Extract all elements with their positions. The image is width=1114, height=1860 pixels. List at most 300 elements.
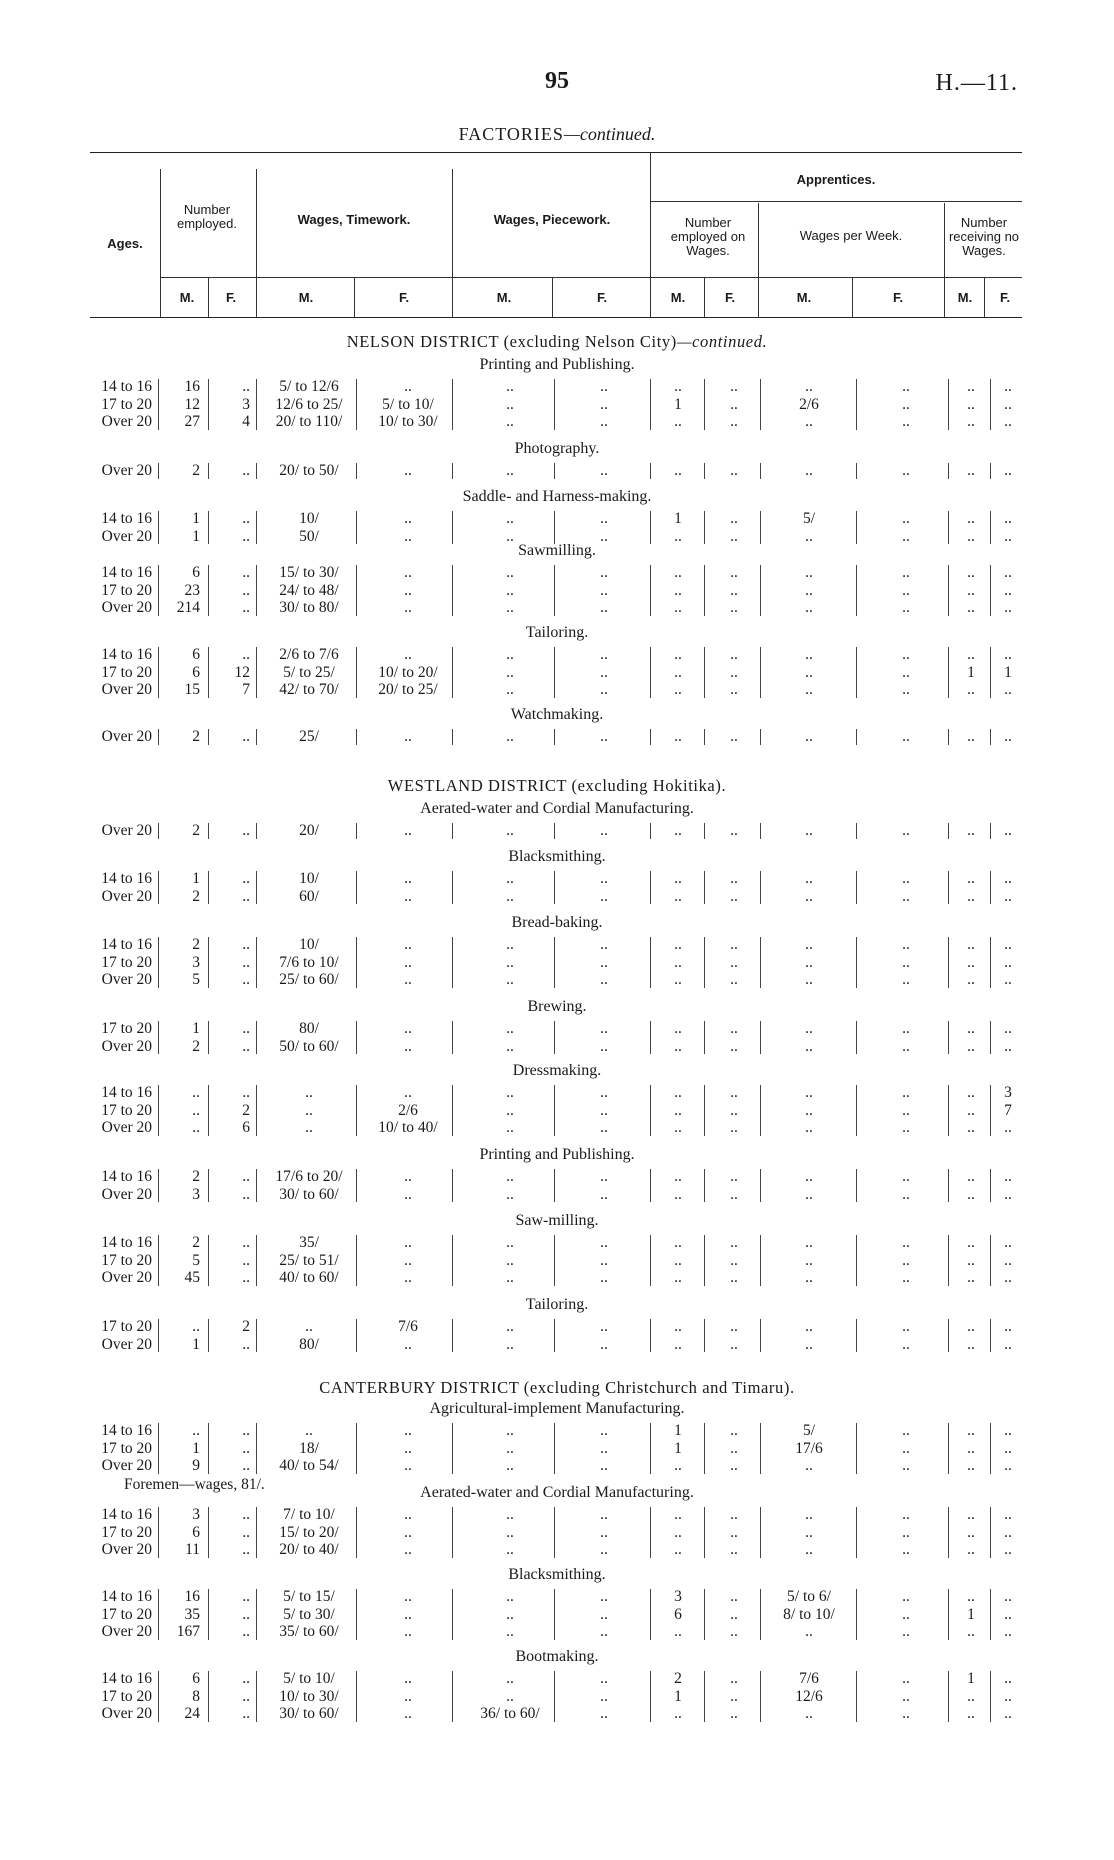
cell-piece-m: .. bbox=[506, 1687, 514, 1705]
column-rule bbox=[554, 1021, 555, 1054]
cell-app-num-m: .. bbox=[674, 663, 682, 681]
cell-app-wage-m: .. bbox=[805, 1251, 813, 1269]
cell-app-wage-f: .. bbox=[902, 1523, 910, 1541]
cell-app-nowage-f: 7 bbox=[1004, 1101, 1012, 1119]
cell-app-wage-m: .. bbox=[805, 1084, 813, 1101]
cell-app-nowage-m: .. bbox=[967, 378, 975, 395]
cell-app-wage-f: .. bbox=[902, 822, 910, 839]
cell-piece-m: .. bbox=[506, 1588, 514, 1605]
cell-app-num-f: .. bbox=[730, 564, 738, 581]
column-rule bbox=[554, 1085, 555, 1136]
column-rule bbox=[760, 565, 761, 616]
header-rule bbox=[650, 201, 1022, 202]
cell-piece-f: .. bbox=[600, 936, 608, 953]
title-suffix: —continued. bbox=[563, 124, 656, 144]
column-rule bbox=[948, 463, 949, 479]
cell-app-num-m: .. bbox=[674, 1506, 682, 1523]
column-rule bbox=[158, 1671, 159, 1722]
column-rule bbox=[256, 1589, 257, 1640]
cell-app-num-m: .. bbox=[674, 728, 682, 745]
cell-num-f: .. bbox=[242, 1269, 250, 1286]
cell-app-num-m: .. bbox=[674, 1335, 682, 1353]
column-rule bbox=[856, 729, 857, 745]
cell-app-nowage-f: .. bbox=[1004, 1588, 1012, 1605]
cell-time-f: .. bbox=[404, 378, 412, 395]
column-rule bbox=[650, 1319, 651, 1352]
column-rule bbox=[990, 1021, 991, 1054]
cell-time-m: 24/ to 48/ bbox=[279, 581, 339, 599]
cell-app-nowage-m: .. bbox=[967, 1269, 975, 1286]
column-rule bbox=[856, 565, 857, 616]
cell-num-f: .. bbox=[242, 1020, 250, 1037]
column-rule bbox=[948, 1235, 949, 1286]
district-title bbox=[0, 1378, 1114, 1398]
cell-time-m: .. bbox=[305, 1119, 313, 1136]
column-rule bbox=[356, 1235, 357, 1286]
cell-app-nowage-m: .. bbox=[967, 510, 975, 527]
column-rule bbox=[256, 647, 257, 698]
industry-title: Bread-baking. bbox=[511, 914, 603, 931]
cell-app-nowage-f: .. bbox=[1004, 1623, 1012, 1640]
header-divider bbox=[208, 277, 209, 317]
column-rule bbox=[256, 1085, 257, 1136]
column-rule bbox=[356, 379, 357, 430]
column-rule bbox=[158, 823, 159, 839]
cell-app-wage-m: 5/ bbox=[802, 510, 816, 527]
cell-app-num-m: .. bbox=[674, 887, 682, 905]
column-rule bbox=[356, 565, 357, 616]
header-divider bbox=[552, 277, 553, 317]
cell-app-nowage-f: .. bbox=[1004, 1457, 1012, 1474]
cell-app-num-f: .. bbox=[730, 646, 738, 663]
cell-app-nowage-f: .. bbox=[1004, 564, 1012, 581]
header-divider bbox=[704, 277, 705, 317]
cell-time-m: 15/ to 20/ bbox=[279, 1523, 339, 1541]
industry-title: Sawmilling. bbox=[518, 542, 596, 559]
column-rule bbox=[650, 511, 651, 544]
column-rule bbox=[554, 871, 555, 904]
cell-age: 17 to 20 bbox=[101, 1523, 152, 1541]
cell-app-num-f: .. bbox=[730, 1506, 738, 1523]
column-rule bbox=[356, 1507, 357, 1558]
cell-app-nowage-f: .. bbox=[1004, 1506, 1012, 1523]
header-divider bbox=[160, 169, 161, 317]
column-rule bbox=[554, 1507, 555, 1558]
column-rule bbox=[856, 1169, 857, 1202]
column-rule bbox=[208, 1085, 209, 1136]
cell-app-nowage-m: .. bbox=[967, 1439, 975, 1457]
cell-app-nowage-f: .. bbox=[1004, 1523, 1012, 1541]
cell-piece-f: .. bbox=[600, 953, 608, 971]
column-rule bbox=[256, 823, 257, 839]
table-row bbox=[0, 582, 1114, 599]
cell-piece-f: .. bbox=[600, 870, 608, 887]
cell-num-f: .. bbox=[242, 936, 250, 953]
cell-time-f: .. bbox=[404, 510, 412, 527]
cell-num-f: .. bbox=[242, 1422, 250, 1439]
cell-app-wage-m: .. bbox=[805, 1457, 813, 1474]
cell-age: 14 to 16 bbox=[101, 1168, 152, 1185]
cell-time-m: .. bbox=[305, 1318, 313, 1335]
cell-num-f: .. bbox=[242, 1670, 250, 1687]
cell-age: Over 20 bbox=[101, 1119, 152, 1136]
cell-app-nowage-f: .. bbox=[1004, 1185, 1012, 1203]
column-rule bbox=[208, 1589, 209, 1640]
cell-piece-m: .. bbox=[506, 953, 514, 971]
cell-app-num-m: .. bbox=[674, 1251, 682, 1269]
cell-time-m: 2/6 to 7/6 bbox=[279, 646, 339, 663]
cell-age: 14 to 16 bbox=[101, 564, 152, 581]
hdr-piece-f: F. bbox=[596, 290, 608, 305]
cell-app-nowage-m: .. bbox=[967, 1541, 975, 1558]
cell-num-m: 45 bbox=[184, 1269, 200, 1286]
column-rule bbox=[452, 1319, 453, 1352]
cell-num-f: .. bbox=[242, 1168, 250, 1185]
column-rule bbox=[256, 1671, 257, 1722]
cell-app-num-f: .. bbox=[730, 1705, 738, 1722]
cell-app-num-f: .. bbox=[730, 378, 738, 395]
column-rule bbox=[856, 1021, 857, 1054]
cell-app-wage-f: .. bbox=[902, 646, 910, 663]
table-row bbox=[0, 1252, 1114, 1269]
column-rule bbox=[760, 823, 761, 839]
cell-app-wage-f: .. bbox=[902, 1670, 910, 1687]
cell-time-f: .. bbox=[404, 1541, 412, 1558]
cell-app-nowage-m: .. bbox=[967, 1588, 975, 1605]
column-rule bbox=[356, 511, 357, 544]
column-rule bbox=[948, 823, 949, 839]
column-rule bbox=[948, 565, 949, 616]
cell-age: Over 20 bbox=[101, 1541, 152, 1558]
cell-num-m: 27 bbox=[184, 413, 200, 430]
cell-app-num-m: .. bbox=[674, 462, 682, 479]
cell-app-nowage-m: .. bbox=[967, 395, 975, 413]
cell-piece-f: .. bbox=[600, 1523, 608, 1541]
column-rule bbox=[990, 1169, 991, 1202]
cell-app-nowage-f: .. bbox=[1004, 510, 1012, 527]
column-rule bbox=[356, 1169, 357, 1202]
cell-app-num-f: .. bbox=[730, 581, 738, 599]
column-rule bbox=[990, 565, 991, 616]
cell-age: 14 to 16 bbox=[101, 1506, 152, 1523]
table-row bbox=[0, 1318, 1114, 1335]
cell-app-wage-m: .. bbox=[805, 1623, 813, 1640]
cell-app-num-f: .. bbox=[730, 1185, 738, 1203]
table-row bbox=[0, 1541, 1114, 1558]
cell-piece-m: .. bbox=[506, 462, 514, 479]
column-rule bbox=[948, 1085, 949, 1136]
cell-app-nowage-f: .. bbox=[1004, 378, 1012, 395]
cell-app-wage-f: .. bbox=[902, 728, 910, 745]
cell-num-f: .. bbox=[242, 971, 250, 988]
cell-app-wage-m: 12/6 bbox=[795, 1687, 823, 1705]
cell-num-m: 5 bbox=[192, 1251, 200, 1269]
column-rule bbox=[452, 823, 453, 839]
table-row bbox=[0, 378, 1114, 395]
cell-age: 14 to 16 bbox=[101, 870, 152, 887]
cell-app-nowage-m: 1 bbox=[967, 663, 975, 681]
cell-num-f: .. bbox=[242, 1605, 250, 1623]
column-rule bbox=[554, 511, 555, 544]
column-rule bbox=[990, 1085, 991, 1136]
column-rule bbox=[704, 1671, 705, 1722]
cell-age: Over 20 bbox=[101, 728, 152, 745]
cell-time-m: 15/ to 30/ bbox=[279, 564, 339, 581]
cell-app-wage-m: .. bbox=[805, 1523, 813, 1541]
cell-app-nowage-f: .. bbox=[1004, 887, 1012, 905]
cell-num-f: 2 bbox=[242, 1318, 250, 1335]
table-row bbox=[0, 664, 1114, 681]
cell-app-num-m: .. bbox=[674, 1101, 682, 1119]
cell-time-f: 10/ to 40/ bbox=[378, 1119, 438, 1136]
cell-time-f: .. bbox=[404, 971, 412, 988]
cell-time-f: .. bbox=[404, 1623, 412, 1640]
cell-app-wage-m: .. bbox=[805, 953, 813, 971]
title-main: FACTORIES bbox=[458, 124, 564, 144]
cell-app-wage-f: .. bbox=[902, 462, 910, 479]
cell-app-wage-m: .. bbox=[805, 1318, 813, 1335]
cell-piece-m: .. bbox=[506, 1605, 514, 1623]
cell-app-wage-f: .. bbox=[902, 870, 910, 887]
column-rule bbox=[256, 1021, 257, 1054]
cell-app-num-f: .. bbox=[730, 1335, 738, 1353]
cell-app-nowage-f: .. bbox=[1004, 413, 1012, 430]
cell-num-m: 6 bbox=[192, 646, 200, 663]
cell-piece-m: .. bbox=[506, 1101, 514, 1119]
industry-title: Aerated-water and Cordial Manufacturing. bbox=[420, 800, 694, 817]
cell-app-nowage-m: .. bbox=[967, 646, 975, 663]
column-rule bbox=[990, 1671, 991, 1722]
column-rule bbox=[948, 1319, 949, 1352]
cell-app-num-m: 1 bbox=[674, 1422, 682, 1439]
industry-title: Saw-milling. bbox=[515, 1212, 599, 1229]
cell-app-wage-m: .. bbox=[805, 728, 813, 745]
table-row bbox=[0, 888, 1114, 905]
table-row bbox=[0, 1186, 1114, 1203]
header-rule bbox=[160, 277, 1022, 278]
cell-app-nowage-f: .. bbox=[1004, 1687, 1012, 1705]
cell-app-wage-f: .. bbox=[902, 1037, 910, 1055]
district-title bbox=[0, 776, 1114, 796]
cell-app-num-f: .. bbox=[730, 887, 738, 905]
cell-app-num-m: .. bbox=[674, 1168, 682, 1185]
document-code: H.—11. bbox=[935, 70, 1018, 96]
cell-app-num-f: .. bbox=[730, 1541, 738, 1558]
cell-num-f: 7 bbox=[242, 681, 250, 698]
cell-app-wage-m: 8/ to 10/ bbox=[783, 1605, 835, 1623]
cell-app-wage-f: .. bbox=[902, 1439, 910, 1457]
column-rule bbox=[760, 1021, 761, 1054]
cell-time-m: 42/ to 70/ bbox=[279, 681, 339, 698]
cell-app-nowage-f: .. bbox=[1004, 1037, 1012, 1055]
cell-piece-f: .. bbox=[600, 378, 608, 395]
table-row bbox=[0, 1168, 1114, 1185]
cell-num-m: 2 bbox=[192, 822, 200, 839]
table-row bbox=[0, 1269, 1114, 1286]
cell-app-num-m: .. bbox=[674, 1234, 682, 1251]
column-rule bbox=[650, 1021, 651, 1054]
cell-age: 17 to 20 bbox=[101, 1605, 152, 1623]
cell-app-wage-f: .. bbox=[902, 971, 910, 988]
cell-num-m: 15 bbox=[184, 681, 200, 698]
cell-time-m: 7/ to 10/ bbox=[283, 1506, 335, 1523]
cell-app-num-m: .. bbox=[674, 564, 682, 581]
column-rule bbox=[704, 379, 705, 430]
table-row bbox=[0, 462, 1114, 479]
cell-piece-m: .. bbox=[506, 887, 514, 905]
column-rule bbox=[452, 871, 453, 904]
cell-app-wage-m: 2/6 bbox=[799, 395, 819, 413]
cell-num-f: .. bbox=[242, 1523, 250, 1541]
cell-app-wage-f: .. bbox=[902, 1234, 910, 1251]
header-divider bbox=[852, 277, 853, 317]
column-rule bbox=[650, 729, 651, 745]
cell-age: 17 to 20 bbox=[101, 1251, 152, 1269]
cell-age: 14 to 16 bbox=[101, 1588, 152, 1605]
cell-age: 14 to 16 bbox=[101, 1234, 152, 1251]
cell-app-wage-f: .. bbox=[902, 413, 910, 430]
cell-app-num-f: .. bbox=[730, 1439, 738, 1457]
cell-time-f: .. bbox=[404, 1335, 412, 1353]
cell-app-wage-m: .. bbox=[805, 1335, 813, 1353]
cell-piece-m: .. bbox=[506, 1269, 514, 1286]
column-rule bbox=[704, 823, 705, 839]
cell-num-f: .. bbox=[242, 1541, 250, 1558]
cell-app-wage-f: .. bbox=[902, 1457, 910, 1474]
cell-time-m: 20/ to 40/ bbox=[279, 1541, 339, 1558]
cell-piece-f: .. bbox=[600, 1318, 608, 1335]
column-rule bbox=[948, 647, 949, 698]
cell-num-m: 8 bbox=[192, 1687, 200, 1705]
cell-app-num-m: .. bbox=[674, 1269, 682, 1286]
cell-piece-f: .. bbox=[600, 663, 608, 681]
cell-app-wage-m: .. bbox=[805, 936, 813, 953]
cell-app-nowage-f: .. bbox=[1004, 1439, 1012, 1457]
cell-time-m: 20/ bbox=[299, 822, 319, 839]
cell-num-m: 167 bbox=[176, 1623, 200, 1640]
column-rule bbox=[990, 1423, 991, 1474]
column-rule bbox=[256, 1169, 257, 1202]
district-title bbox=[0, 332, 1114, 352]
column-rule bbox=[650, 937, 651, 988]
cell-app-nowage-m: .. bbox=[967, 1185, 975, 1203]
cell-app-nowage-f: .. bbox=[1004, 681, 1012, 698]
cell-age: 17 to 20 bbox=[101, 1101, 152, 1119]
cell-piece-f: .. bbox=[600, 1705, 608, 1722]
cell-app-wage-f: .. bbox=[902, 1506, 910, 1523]
column-rule bbox=[948, 1507, 949, 1558]
column-rule bbox=[554, 1319, 555, 1352]
cell-time-m: 10/ bbox=[299, 936, 319, 953]
cell-num-f: .. bbox=[242, 1623, 250, 1640]
column-rule bbox=[856, 937, 857, 988]
column-rule bbox=[760, 871, 761, 904]
cell-piece-m: .. bbox=[506, 728, 514, 745]
table-row bbox=[0, 971, 1114, 988]
cell-app-num-m: .. bbox=[674, 413, 682, 430]
cell-app-nowage-m: .. bbox=[967, 870, 975, 887]
column-rule bbox=[948, 1169, 949, 1202]
column-rule bbox=[452, 511, 453, 544]
cell-piece-m: .. bbox=[506, 1335, 514, 1353]
cell-app-nowage-m: .. bbox=[967, 599, 975, 616]
cell-time-m: .. bbox=[305, 1101, 313, 1119]
column-rule bbox=[856, 1507, 857, 1558]
cell-time-m: 5/ to 15/ bbox=[283, 1588, 335, 1605]
cell-num-m: 1 bbox=[192, 527, 200, 545]
col-wages-piecework: Wages, Piecework. bbox=[493, 212, 611, 227]
column-rule bbox=[452, 565, 453, 616]
cell-app-wage-m: .. bbox=[805, 1168, 813, 1185]
column-rule bbox=[356, 1589, 357, 1640]
table-row bbox=[0, 1336, 1114, 1353]
cell-age: 14 to 16 bbox=[101, 510, 152, 527]
cell-time-f: .. bbox=[404, 1506, 412, 1523]
cell-time-m: 10/ to 30/ bbox=[279, 1687, 339, 1705]
cell-app-num-m: .. bbox=[674, 971, 682, 988]
column-rule bbox=[208, 1021, 209, 1054]
cell-app-nowage-f: .. bbox=[1004, 870, 1012, 887]
district-name: WESTLAND DISTRICT (excluding Hokitika). bbox=[387, 776, 727, 795]
column-rule bbox=[158, 1021, 159, 1054]
cell-app-num-f: .. bbox=[730, 728, 738, 745]
column-rule bbox=[990, 1507, 991, 1558]
cell-app-num-m: .. bbox=[674, 599, 682, 616]
cell-num-m: 2 bbox=[192, 728, 200, 745]
cell-app-wage-m: .. bbox=[805, 681, 813, 698]
column-rule bbox=[704, 1021, 705, 1054]
cell-time-f: .. bbox=[404, 870, 412, 887]
cell-app-nowage-m: .. bbox=[967, 728, 975, 745]
cell-app-wage-f: .. bbox=[902, 1084, 910, 1101]
column-rule bbox=[704, 937, 705, 988]
cell-age: Over 20 bbox=[101, 1623, 152, 1640]
column-rule bbox=[948, 1589, 949, 1640]
cell-app-wage-f: .. bbox=[902, 1705, 910, 1722]
cell-app-num-f: .. bbox=[730, 1269, 738, 1286]
cell-num-f: .. bbox=[242, 1687, 250, 1705]
cell-piece-m: .. bbox=[506, 1037, 514, 1055]
cell-num-m: 5 bbox=[192, 971, 200, 988]
table-row bbox=[0, 396, 1114, 413]
column-rule bbox=[554, 565, 555, 616]
cell-time-f: .. bbox=[404, 1605, 412, 1623]
cell-age: Over 20 bbox=[101, 681, 152, 698]
column-rule bbox=[760, 1169, 761, 1202]
column-rule bbox=[158, 647, 159, 698]
cell-piece-m: .. bbox=[506, 1439, 514, 1457]
cell-app-wage-m: .. bbox=[805, 527, 813, 545]
cell-num-f: .. bbox=[242, 1439, 250, 1457]
cell-app-nowage-f: .. bbox=[1004, 1234, 1012, 1251]
cell-age: 14 to 16 bbox=[101, 1422, 152, 1439]
column-rule bbox=[208, 463, 209, 479]
cell-piece-f: .. bbox=[600, 1119, 608, 1136]
cell-app-num-f: .. bbox=[730, 1084, 738, 1101]
cell-num-f: .. bbox=[242, 1335, 250, 1353]
cell-app-nowage-f: .. bbox=[1004, 822, 1012, 839]
cell-time-f: 10/ to 20/ bbox=[378, 663, 438, 681]
cell-app-num-m: .. bbox=[674, 1084, 682, 1101]
industry-title: Tailoring. bbox=[525, 1296, 589, 1313]
cell-app-wage-f: .. bbox=[902, 395, 910, 413]
cell-piece-m: .. bbox=[506, 1251, 514, 1269]
table-row bbox=[0, 1588, 1114, 1605]
cell-time-f: 20/ to 25/ bbox=[378, 681, 438, 698]
cell-time-m: 5/ to 12/6 bbox=[279, 378, 339, 395]
cell-time-m: 50/ to 60/ bbox=[279, 1037, 339, 1055]
cell-piece-f: .. bbox=[600, 510, 608, 527]
